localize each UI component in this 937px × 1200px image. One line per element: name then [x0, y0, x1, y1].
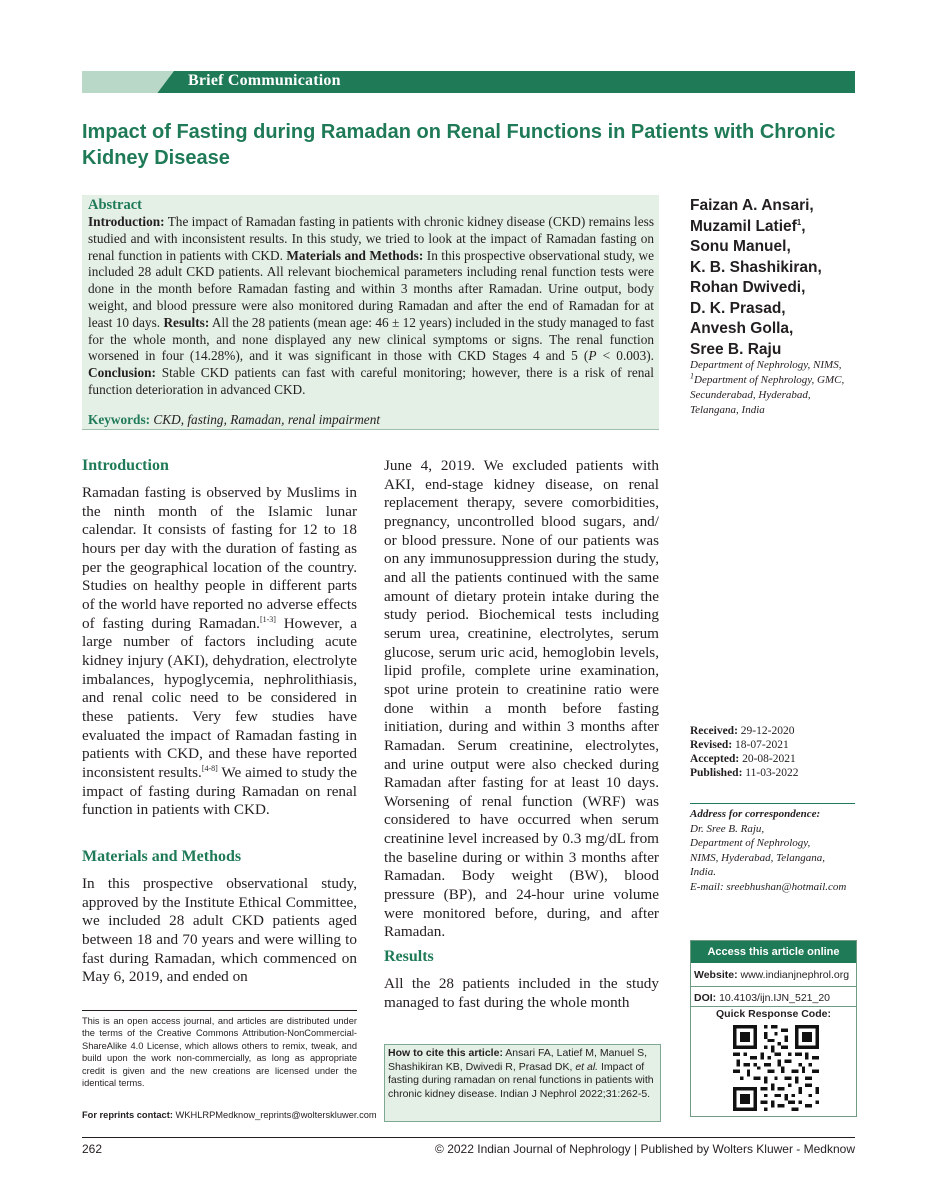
author-name-text: Muzamil Latief [690, 217, 797, 235]
author-name [690, 217, 855, 238]
license-notice: This is an open access journal, and articles are distributed under the terms of the Creative Commons Attribution-NonCommercial-ShareAlike 4.0 License, which allows others to remix, tweak, and build upon the work non-commercially, as long as appropriate credit is given and the new creations are licensed under the identical terms. [82, 1016, 357, 1089]
footer-divider [82, 1137, 855, 1138]
doi-row: DOI: 10.4103/ijn.IJN_521_20 [694, 992, 831, 1004]
reprints-contact: For reprints contact: WKHLRPMedknow_reprints@wolterskluwer.com [82, 1110, 377, 1120]
copyright-notice: © 2022 Indian Journal of Nephrology | Published by Wolters Kluwer - Medknow [435, 1142, 855, 1156]
abstract-intro-text: The impact of Ramadan fasting in patients with chronic kidney disease (CKD) remains less studied and with inconsistent results. In this study, we tried to look at the impact of Ramadan fasting on renal function in patients with CKD. [88, 214, 655, 263]
author-name: Sree B. Raju [690, 340, 782, 358]
methods-heading: Materials and Methods [82, 848, 242, 865]
abstract-conclusion-text: Stable CKD patients can fast with careful monitoring; however, there is a risk of renal function deterioration in advanced CKD. [88, 365, 654, 397]
author-name: D. K. Prasad, [690, 299, 786, 317]
correspondence-email: E-mail: sreebhushan@hotmail.com [690, 880, 847, 893]
website-row: Website: www.indianjnephrol.org [694, 969, 850, 981]
abstract-p-symbol: P [588, 348, 597, 364]
introduction-paragraph [82, 484, 357, 820]
citation-ref: [4-8] [201, 763, 218, 773]
article-title: Impact of Fasting during Ramadan on Renal Functions in Patients with Chronic Kidney Disease [82, 121, 836, 169]
results-paragraph: All the 28 patients included in the study managed to fast during the whole month [384, 975, 659, 1011]
published-date: Published: 11-03-2022 [690, 767, 799, 779]
author-name: Faizan A. Ansari, [690, 197, 814, 214]
revised-date: Revised: 18-07-2021 [690, 739, 789, 751]
methods-continued-paragraph: June 4, 2019. We excluded patients with AKI, end-stage kidney disease, on renal replacement therapy, severe comorbidities, pregnancy, uncontrolled blood sugars, and/ or blood pressure. None of our patients was on any immunosuppression during the study, and all the patients continued with the same amount of dietary protein intake during the study period. Biochemical tests including serum urea, creatinine, electrolytes, serum glucose, serum uric acid, hemoglobin levels, lipid profile, complete urine examination, spot urine protein to creatinine ratio were done within a month before fasting initiation, during and within 3 months after Ramadan. Serum creatinine, electrolytes, and urine output were also checked during Ramadan after fasting for at least 10 days. Worsening of renal function (WRF) was considered to have occurred when serum creatinine level increased by 0.3 mg/dL from the baseline during or within 3 months after Ramadan. Body weight (BW), blood pressure (BP), and 24-hour urine volume were monitored before, during, and after Ramadan. [384, 457, 659, 941]
abstract-results-p-value: < 0.003). [596, 348, 654, 364]
keywords-text: CKD, fasting, Ramadan, renal impairment [153, 412, 381, 427]
intro-text-3: We aimed to study the impact of fasting during Ramadan on renal function in patients with CKD. [82, 763, 357, 819]
author-name: K. B. Shashikiran, [690, 258, 822, 276]
affiliation-marker: 1 [690, 371, 694, 381]
access-divider [691, 986, 856, 987]
keywords [88, 412, 380, 428]
author-name: Sonu Manuel, [690, 238, 791, 255]
reprints-email[interactable]: WKHLRPMedknow_reprints@wolterskluwer.com [175, 1110, 377, 1120]
author-name: Anvesh Golla, [690, 320, 794, 337]
abstract-results-label: Results: [163, 314, 210, 330]
intro-text-2: However, a large number of factors including acute kidney injury (AKI), dehydration, electrolyte imbalances, hypoglycemia, nephrolithiasis, and renal colic need to be considered in these patients. Very few studies have evaluated the impact of Ramadan fasting in patients with CKD, and these have reported inconsistent results. [82, 614, 358, 781]
doi-link[interactable]: 10.4103/ijn.IJN_521_20 [719, 992, 831, 1004]
article-type-label: Brief Communication [188, 72, 341, 89]
abstract-text [88, 214, 654, 399]
citation-text: How to cite this article: Ansari FA, Latief M, Manuel S, Shashikiran KB, Dwivedi R, Prasad DK, et al. Impact of fasting during ramadan on renal functions in patients with chronic kidney disease. Indian J Nephrol 2022;31:262-5. [388, 1047, 654, 1100]
affiliations [690, 358, 860, 418]
access-article-box [690, 940, 857, 1117]
access-divider [691, 1006, 856, 1007]
methods-paragraph: In this prospective observational study, approved by the Institute Ethical Committee, we included 28 adult CKD patients aged between 18 and 70 years and were willing to fast during Ramadan, which commenced on May 6, 2019, and ended on [82, 875, 357, 986]
abstract-methods-text: In this prospective observational study, we included 28 adult CKD patients. All relevant biochemical parameters including renal function tests were done in the month before Ramadan fasting and within 3 months after Ramadan. Urine output, body weight, and blood pressure were also monitored during Ramadan and after the end of Ramadan for at least 10 days. [88, 247, 655, 330]
correspondence-country: India. [690, 866, 716, 878]
affiliation-marker: 1 [796, 217, 802, 227]
citation-ref: [1-3] [259, 614, 276, 624]
author-name: Rohan Dwivedi, [690, 279, 806, 296]
cite-label: How to cite this article: [388, 1047, 503, 1059]
author-list [690, 196, 855, 360]
correspondence-dept: Department of Nephrology, [690, 837, 811, 849]
website-link[interactable]: www.indianjnephrol.org [740, 969, 850, 981]
abstract-methods-label: Materials and Methods: [286, 247, 424, 263]
correspondence-divider [690, 803, 855, 804]
access-header: Access this article online [691, 941, 856, 963]
abstract-results-text: All the 28 patients (mean age: 46 ± 12 years) included in the study managed to fast for the whole month, and none displayed any new clinical symptoms or signs. The renal function worsened in four (14.28%), and it was significant in those with CKD Stages 4 and 5 ( [88, 314, 655, 364]
abstract-heading: Abstract [88, 197, 142, 213]
affiliation-1: Department of Nephrology, NIMS, [690, 359, 842, 371]
abstract-conclusion-label: Conclusion: [88, 365, 156, 381]
correspondence-address [690, 807, 858, 894]
abstract-intro-label: Introduction: [88, 214, 165, 229]
correspondence-name: Dr. Sree B. Raju, [690, 822, 765, 835]
article-dates [690, 724, 799, 780]
license-divider [82, 1010, 357, 1011]
intro-text-1: Ramadan fasting is observed by Muslims in the ninth month of the Islamic lunar calendar. It consists of fasting for 12 to 18 hours per day with the duration of fasting as per the geographical location of the country. Studies on healthy people in different parts of the world have reported no adverse effects of fasting during Ramadan. [82, 484, 357, 632]
correspondence-label: Address for correspondence: [690, 808, 821, 820]
accepted-date: Accepted: 20-08-2021 [690, 753, 796, 765]
email-link[interactable]: sreebhushan@hotmail.com [726, 880, 847, 893]
affiliation-2: Department of Nephrology, GMC, Secunderabad, Hyderabad, Telangana, India [690, 374, 845, 416]
qr-code-icon[interactable] [733, 1025, 819, 1111]
author-name-comma: , [801, 217, 806, 235]
keywords-label: Keywords: [88, 412, 151, 427]
correspondence-institution: NIMS, Hyderabad, Telangana, [690, 851, 825, 864]
qr-label: Quick Response Code: [716, 1008, 831, 1020]
page-number: 262 [82, 1142, 103, 1156]
results-heading: Results [384, 948, 434, 965]
received-date: Received: 29-12-2020 [690, 725, 795, 737]
introduction-heading: Introduction [82, 457, 169, 474]
